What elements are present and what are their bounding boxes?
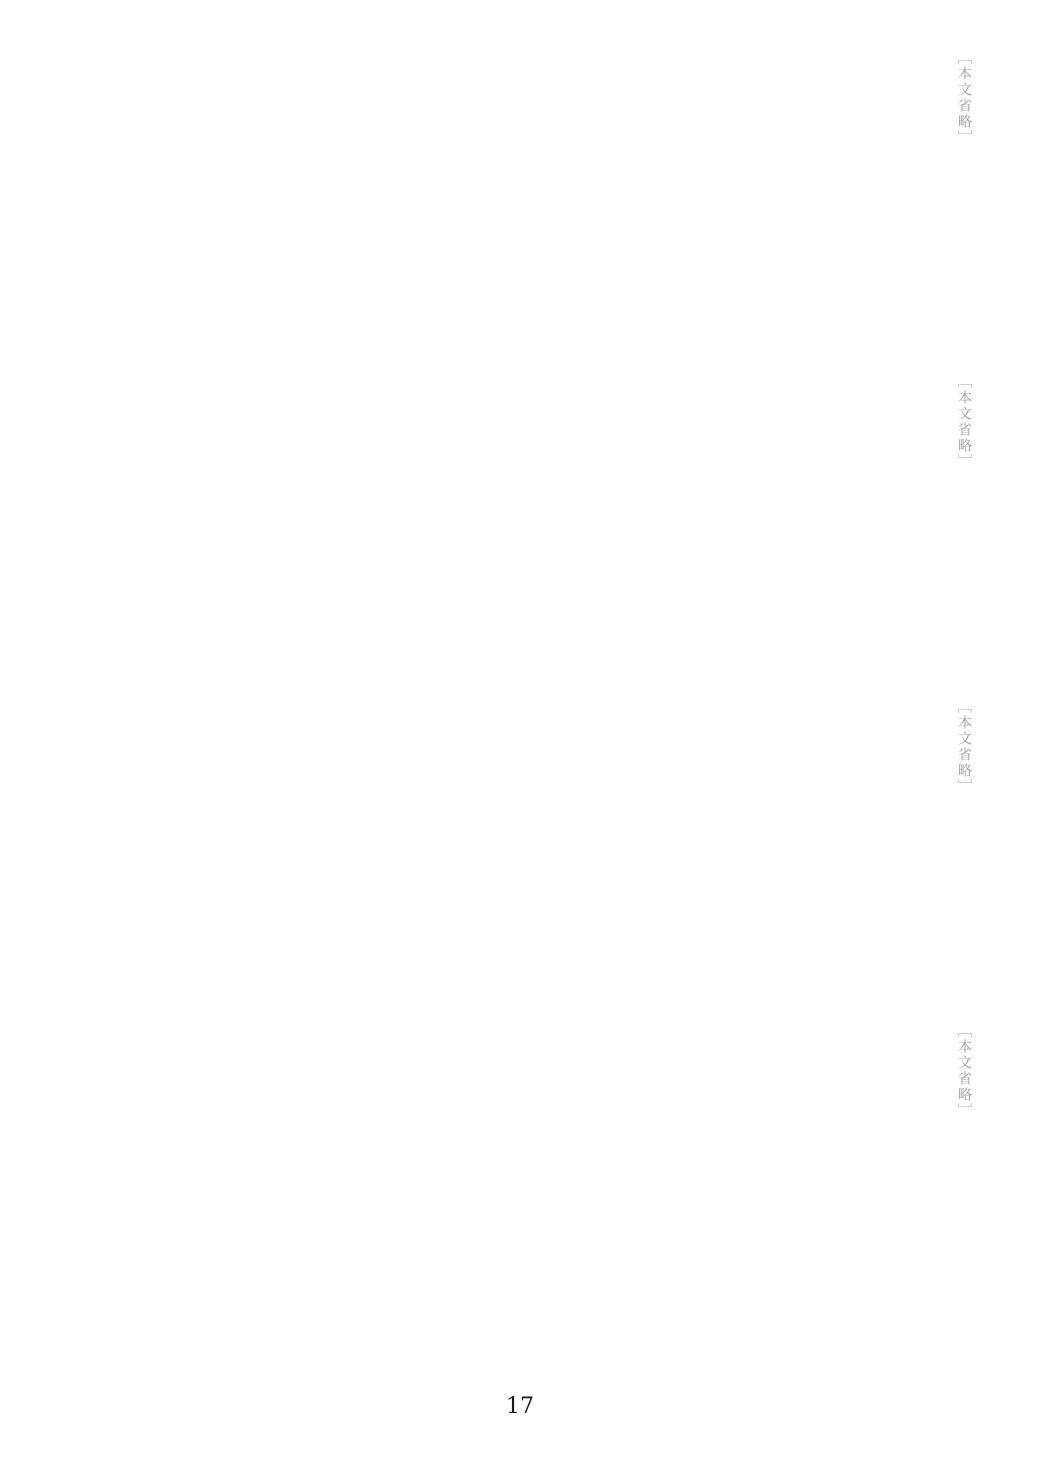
redacted-text-block: ［本文省略］ xyxy=(956,374,972,471)
page-number: 17 xyxy=(506,1394,534,1419)
text-band-1 xyxy=(95,50,980,374)
redacted-text-block: ［本文省略］ xyxy=(956,1022,972,1119)
text-band-2 xyxy=(95,374,980,698)
redacted-text-block: ［本文省略］ xyxy=(956,50,972,146)
text-area xyxy=(95,50,980,1347)
text-band-3 xyxy=(95,699,980,1023)
redacted-text-block: ［本文省略］ xyxy=(956,698,972,795)
text-band-4 xyxy=(95,1023,980,1347)
